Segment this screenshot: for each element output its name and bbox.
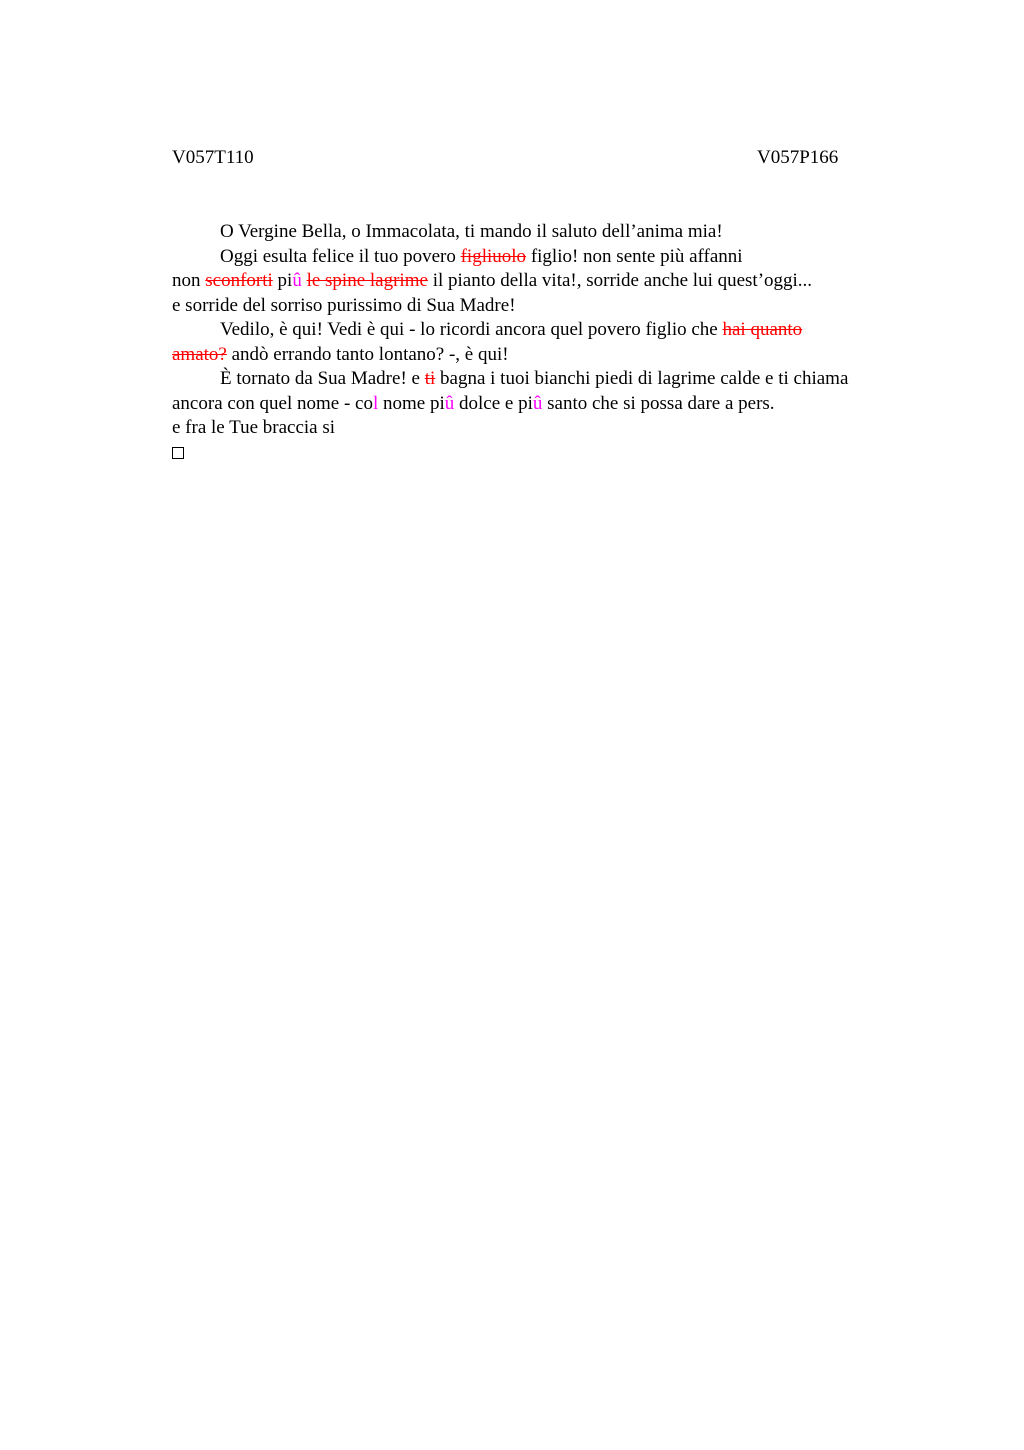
text-span: nome pi <box>378 392 445 414</box>
text-line-10 <box>172 441 912 467</box>
inserted-text: l <box>373 392 379 414</box>
text-line-2 <box>172 245 912 270</box>
text-span: ancora con quel nome - co <box>172 392 373 414</box>
text-span: Oggi esulta felice il tuo povero <box>220 245 461 267</box>
deleted-text: figliuolo <box>460 245 527 267</box>
text-span: andò errando tanto lontano? -, è qui! <box>226 343 509 365</box>
header-left-code: V057T110 <box>172 147 254 168</box>
deleted-text: amato? <box>172 343 227 365</box>
text-line-3 <box>172 269 912 294</box>
text-span: figlio! non sente più affanni <box>526 245 743 267</box>
text-span: e fra le Tue braccia si <box>172 417 336 438</box>
text-span: non <box>172 270 206 291</box>
checkbox-icon <box>172 447 184 459</box>
text-line-9 <box>172 416 912 441</box>
text-span: È tornato da Sua Madre! e <box>220 368 425 389</box>
text-span: Vedilo, è qui! Vedi è qui - lo ricordi ancora quel povero figlio che <box>220 319 723 340</box>
text-line-8 <box>172 392 912 417</box>
text-span: bagna i tuoi bianchi piedi di lagrime calde e ti chiama <box>435 368 849 389</box>
text-span: O Vergine Bella, o Immacolata, ti mando il saluto dell’anima mia! <box>220 221 723 242</box>
text-line-4 <box>172 294 912 319</box>
text-span: pi <box>272 270 293 291</box>
header-right-code: V057P166 <box>757 147 839 168</box>
inserted-text: û <box>444 392 455 414</box>
document-body <box>172 220 912 466</box>
text-line-5 <box>172 318 912 343</box>
inserted-text: û <box>532 392 543 414</box>
text-span: dolce e pi <box>454 392 533 414</box>
text-span: santo che si possa dare a pers. <box>542 392 775 414</box>
deleted-text: sconforti <box>205 270 273 291</box>
text-line-6 <box>172 343 912 368</box>
text-span: e sorride del sorriso purissimo di Sua Madre! <box>172 294 516 316</box>
text-line-7 <box>172 367 912 392</box>
deleted-text: le spine lagrime <box>306 270 428 291</box>
text-line-1 <box>172 220 912 245</box>
text-span: il pianto della vita!, sorride anche lui quest’oggi... <box>427 270 813 291</box>
deleted-text: ti <box>424 368 436 389</box>
inserted-text: û <box>292 270 302 291</box>
deleted-text: hai quanto <box>722 319 803 340</box>
